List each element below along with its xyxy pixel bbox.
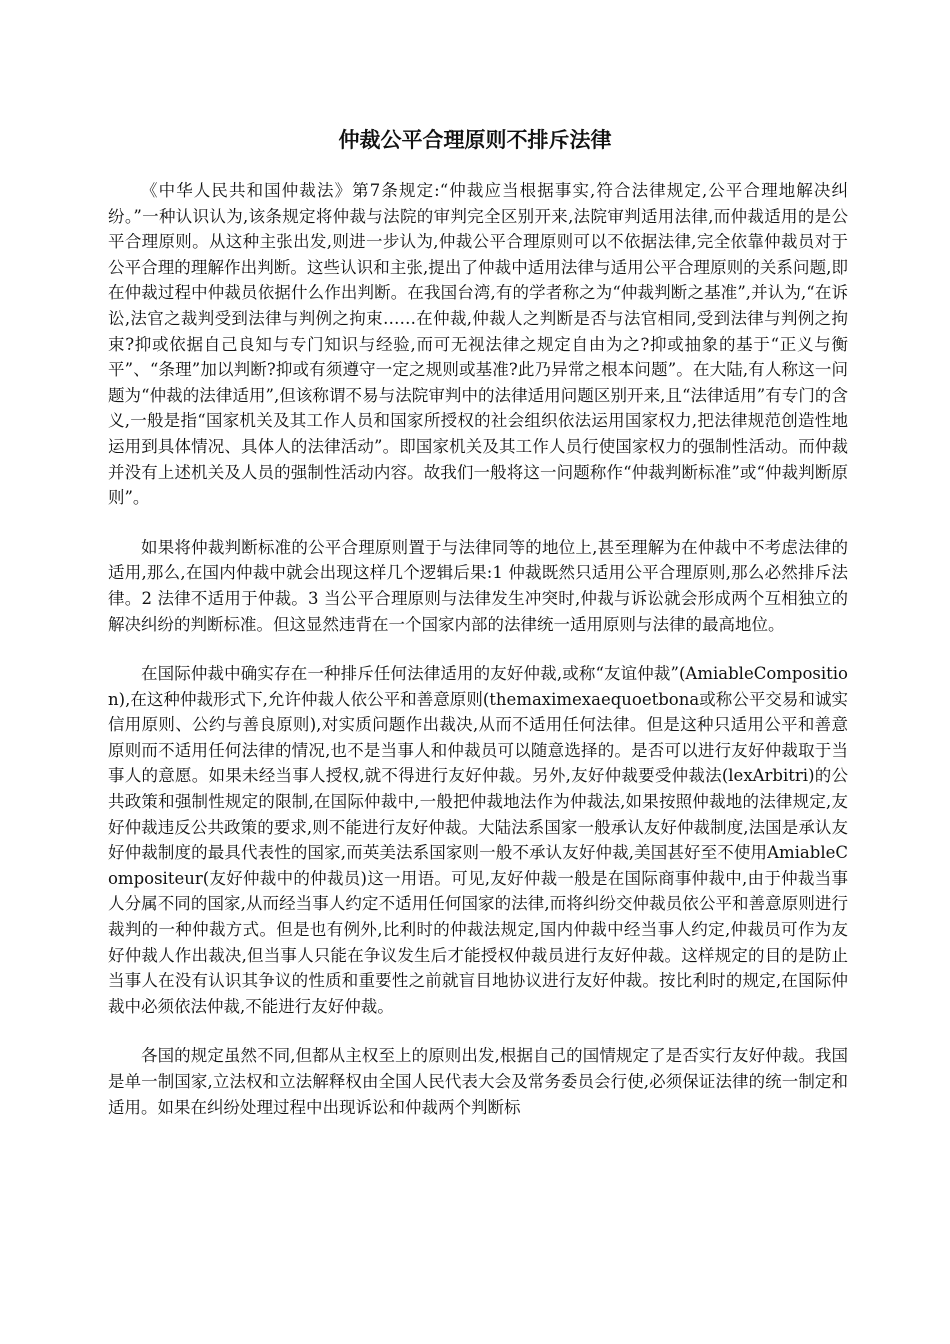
paragraph-2: 如果将仲裁判断标准的公平合理原则置于与法律同等的地位上,甚至理解为在仲裁中不考虑法律的适用,那么,在国内仲裁中就会出现这样几个逻辑后果:1 仲裁既然只适用公平合理原则,那么必然排斥法律。2 法律不适用于仲裁。3 当公平合理原则与法律发生冲突时,仲裁与诉讼就会形成两个互相独立的解决纠纷的判断标准。但这显然违背在一个国家内部的法律统一适用原则与法律的最高地位。 (108, 537, 848, 634)
document-body (108, 178, 848, 1144)
paragraph-4: 各国的规定虽然不同,但都从主权至上的原则出发,根据自己的国情规定了是否实行友好仲裁。我国是单一制国家,立法权和立法解释权由全国人民代表大会及常务委员会行使,必须保证法律的统一制定和适用。如果在纠纷处理过程中出现诉讼和仲裁两个判断标 (108, 1046, 848, 1117)
document-title: 仲裁公平合理原则不排斥法律 (338, 128, 612, 152)
paragraph-1: 《中华人民共和国仲裁法》第7条规定:“仲裁应当根据事实,符合法律规定,公平合理地解决纠纷。”一种认识认为,该条规定将仲裁与法院的审判完全区别开来,法院审判适用法律,而仲裁适用的是公平合理原则。从这种主张出发,则进一步认为,仲裁公平合理原则可以不依据法律,完全依靠仲裁员对于公平合理的理解作出判断。这些认识和主张,提出了仲裁中适用法律与适用公平合理原则的关系问题,即在仲裁过程中仲裁员依据什么作出判断。在我国台湾,有的学者称之为“仲裁判断之基准”,并认为,“在诉讼,法官之裁判受到法律与判例之拘束……在仲裁,仲裁人之判断是否与法官相同,受到法律与判例之拘束?抑或依据自己良知与专门知识与经验,而可无视法律之规定自由为之?抑或抽象的基于“正义与衡平”、“条理”加以判断?抑或有须遵守一定之规则或基准?此乃异常之根本问题”。在大陆,有人称这一问题为“仲裁的法律适用”,但该称谓不易与法院审判中的法律适用问题区别开来,且“法律适用”有专门的含义,一般是指“国家机关及其工作人员和国家所授权的社会组织依法运用国家权力,把法律规范创造性地运用到具体情况、具体人的法律活动”。即国家机关及其工作人员行使国家权力的强制性活动。而仲裁并没有上述机关及人员的强制性活动内容。故我们一般将这一问题称作“仲裁判断标准”或“仲裁判断原则”。 (108, 181, 848, 508)
paragraph-3: 在国际仲裁中确实存在一种排斥任何法律适用的友好仲裁,或称“友谊仲裁”(AmiableComposition),在这种仲裁形式下,允许仲裁人依公平和善意原则(themaximexaequoetbona或称公平交易和诚实信用原则、公约与善良原则),对实质问题作出裁决,从而不适用任何法律。但是这种只适用公平和善意原则而不适用任何法律的情况,也不是当事人和仲裁员可以随意选择的。是否可以进行友好仲裁取于当事人的意愿。如果未经当事人授权,就不得进行友好仲裁。另外,友好仲裁要受仲裁法(lexArbitri)的公共政策和强制性规定的限制,在国际仲裁中,一般把仲裁地法作为仲裁法,如果按照仲裁地的法律规定,友好仲裁违反公共政策的要求,则不能进行友好仲裁。大陆法系国家一般承认友好仲裁制度,法国是承认友好仲裁制度的最具代表性的国家,而英美法系国家则一般不承认友好仲裁,美国甚好至不使用AmiableCompositeur(友好仲裁中的仲裁员)这一用语。可见,友好仲裁一般是在国际商事仲裁中,由于仲裁当事人分属不同的国家,从而经当事人约定不适用任何国家的法律,而将纠纷交仲裁员依公平和善意原则进行裁判的一种仲裁方式。但是也有例外,比利时的仲裁法规定,国内仲裁中经当事人约定,仲裁员可作为友好仲裁人作出裁决,但当事人只能在争议发生后才能授权仲裁员进行友好仲裁。这样规定的目的是防止当事人在没有认识其争议的性质和重要性之前就盲目地协议进行友好仲裁。按比利时的规定,在国际仲裁中必须依法仲裁,不能进行友好仲裁。 (108, 664, 848, 1016)
